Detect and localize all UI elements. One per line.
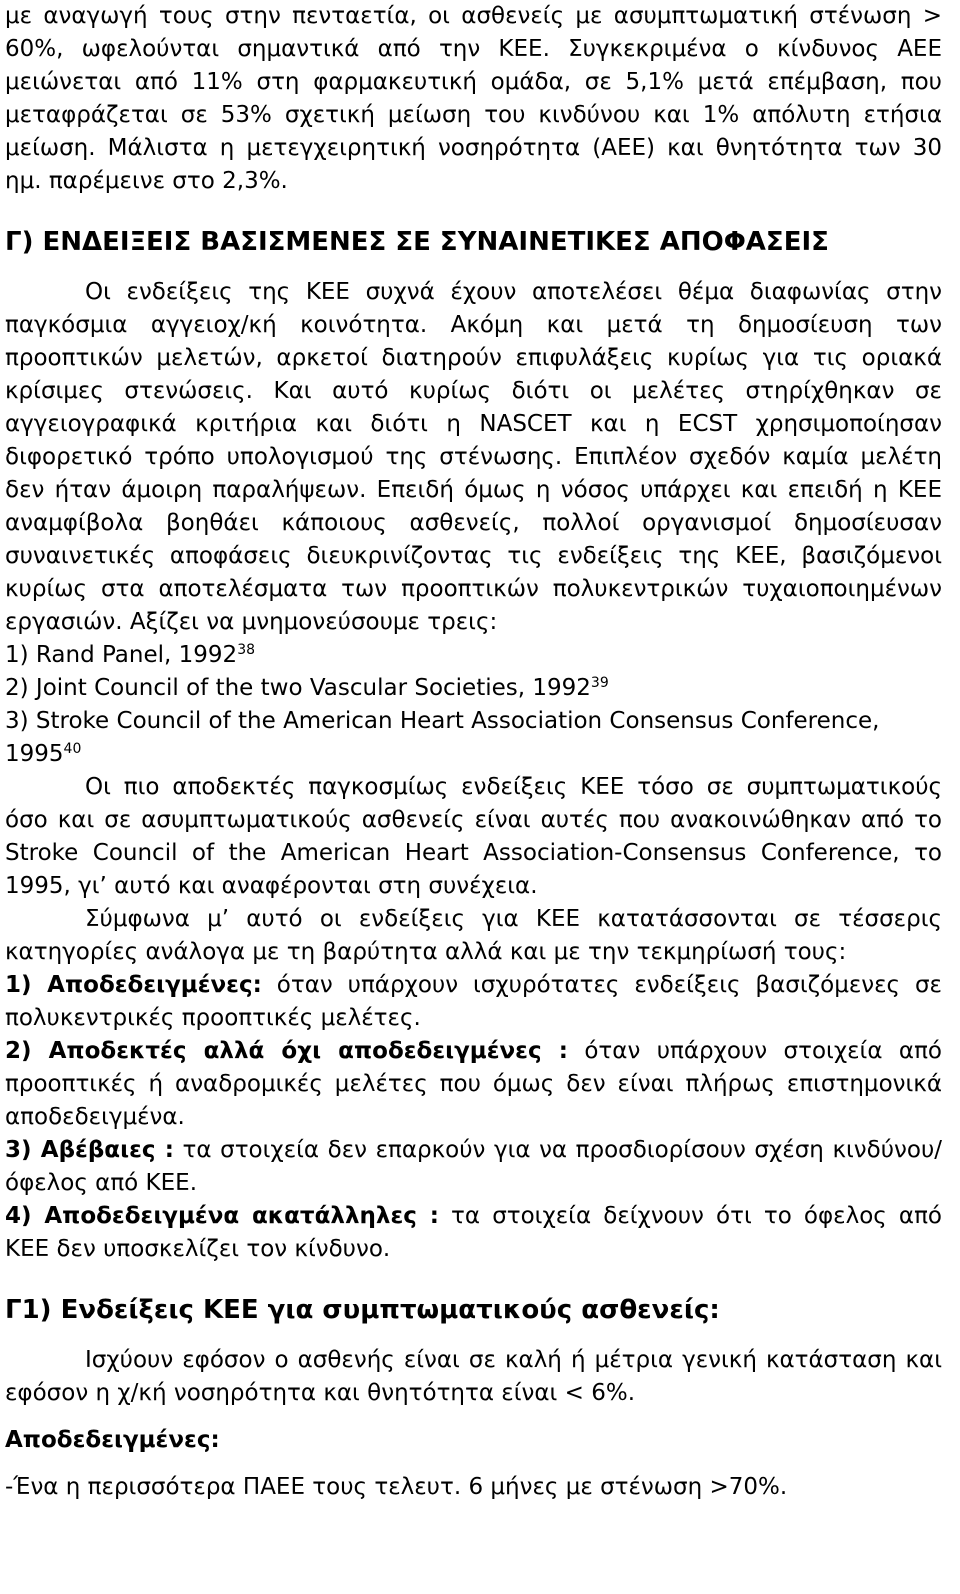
category-3 xyxy=(5,1134,942,1200)
paragraph-categories-intro: Σύμφωνα μ’ αυτό οι ενδείξεις για ΚΕΕ κατατάσσονται σε τέσσερις κατηγορίες ανάλογα με τη βαρύτητα αλλά και με την τεκμηρίωσή τους: xyxy=(5,906,942,965)
category-1 xyxy=(5,969,942,1035)
paragraph-symptomatic: Ισχύουν εφόσον ο ασθενής είναι σε καλή ή μέτρια γενική κατάσταση και εφόσον η χ/κή νοσηρότητα και θνητότητα είναι < 6%. xyxy=(5,1347,942,1406)
category-4 xyxy=(5,1200,942,1266)
category-3-label: 3) Αβέβαιες : xyxy=(5,1137,174,1163)
reference-1-text: 1) Rand Panel, 1992 xyxy=(5,642,238,668)
category-4-text: τα στοιχεία δείχνουν ότι το όφελος από ΚΕΕ δεν υποσκελίζει τον κίνδυνο. xyxy=(5,1203,942,1262)
subheading-proven: Αποδεδειγμένες: xyxy=(5,1427,220,1453)
reference-3 xyxy=(5,705,942,771)
section-heading-g1: Γ1) Ενδείξεις ΚΕΕ για συμπτωματικούς ασθενείς: xyxy=(5,1295,720,1325)
bullet-item: -Ένα η περισσότερα ΠΑΕΕ τους τελευτ. 6 μήνες με στένωση >70%. xyxy=(5,1474,788,1500)
category-4-label: 4) Αποδεδειγμένα ακατάλληλες : xyxy=(5,1203,439,1229)
paragraph-indications: Οι ενδείξεις της ΚΕΕ συχνά έχουν αποτελέσει θέμα διαφωνίας στην παγκόσμια αγγειοχ/κή κοινότητα. Ακόμη και μετά τη δημοσίευση των προοπτικών μελετών, αρκετοί διατηρούν επιφυλάξεις κυρίως για τις οριακά κρίσιμες στενώσεις. Και αυτό κυρίως διότι οι μελέτες στηρίχθηκαν σε αγγειογραφικά κριτήρια και διότι η NASCET και η ECST χρησιμοποίησαν διφορετικό τρόπο υπολογισμού της στένωσης. Επιπλέον σχεδόν καμία μελέτη δεν ήταν άμοιρη παραλήψεων. Επειδή όμως η νόσος υπάρχει και επειδή η ΚΕΕ αναμφίβολα βοηθάει κάποιους ασθενείς, πολλοί οργανισμοί δημοσίευσαν συναινετικές αποφάσεις διευκρινίζοντας τις ενδείξεις της ΚΕΕ, βασιζόμενοι κυρίως στα αποτελέσματα των προοπτικών πολυκεντρικών τυχαιοποιημένων εργασιών. Αξίζει να μνημονεύσουμε τρεις: xyxy=(5,279,942,635)
section-heading-c: Γ) ΕΝΔΕΙΞΕΙΣ ΒΑΣΙΣΜΕΝΕΣ ΣΕ ΣΥΝΑΙΝΕΤΙΚΕΣ ΑΠΟΦΑΣΕΙΣ xyxy=(5,227,829,257)
paragraph-intro: με αναγωγή τους στην πενταετία, οι ασθενείς με ασυμπτωματική στένωση > 60%, ωφελούνται σημαντικά από την ΚΕΕ. Συγκεκριμένα ο κίνδυνος ΑΕΕ μειώνεται από 11% στη φαρμακευτική ομάδα, σε 5,1% μετά επέμβαση, που μεταφράζεται σε 53% σχετική μείωση του κινδύνου και 1% απόλυτη ετήσια μείωση. Μάλιστα η μετεγχειρητική νοσηρότητα (ΑΕΕ) και θνητότητα των 30 ημ. παρέμεινε στο 2,3%. xyxy=(5,3,942,194)
category-2-label: 2) Αποδεκτές αλλά όχι αποδεδειγμένες : xyxy=(5,1038,568,1064)
category-2-text: όταν υπάρχουν στοιχεία από προοπτικές ή αναδρομικές μελέτες που όμως δεν είναι πλήρως επιστημονικά αποδεδειγμένα. xyxy=(5,1038,942,1130)
category-1-text: όταν υπάρχουν ισχυρότατες ενδείξεις βασιζόμενες σε πολυκεντρικές προοπτικές μελέτες. xyxy=(5,972,942,1031)
category-3-text: τα στοιχεία δεν επαρκούν για να προσδιορίσουν σχέση κινδύνου/όφελος από ΚΕΕ. xyxy=(5,1137,942,1196)
category-1-label: 1) Αποδεδειγμένες: xyxy=(5,972,262,998)
reference-2-text: 2) Joint Council of the two Vascular Societies, 1992 xyxy=(5,675,591,701)
reference-1 xyxy=(5,639,942,672)
reference-2 xyxy=(5,672,942,705)
reference-1-sup: 38 xyxy=(237,642,256,658)
reference-2-sup: 39 xyxy=(590,675,609,691)
reference-3-text: 3) Stroke Council of the American Heart Association Consensus Conference, 1995 xyxy=(5,708,880,767)
reference-3-sup: 40 xyxy=(63,741,82,757)
paragraph-accepted: Οι πιο αποδεκτές παγκοσμίως ενδείξεις ΚΕΕ τόσο σε συμπτωματικούς όσο και σε ασυμπτωματικούς ασθενείς είναι αυτές που ανακοινώθηκαν από το Stroke Council of the American Heart Association-Consensus Conference, το 1995, γι’ αυτό και αναφέρονται στη συνέχεια. xyxy=(5,774,942,899)
category-2 xyxy=(5,1035,942,1134)
